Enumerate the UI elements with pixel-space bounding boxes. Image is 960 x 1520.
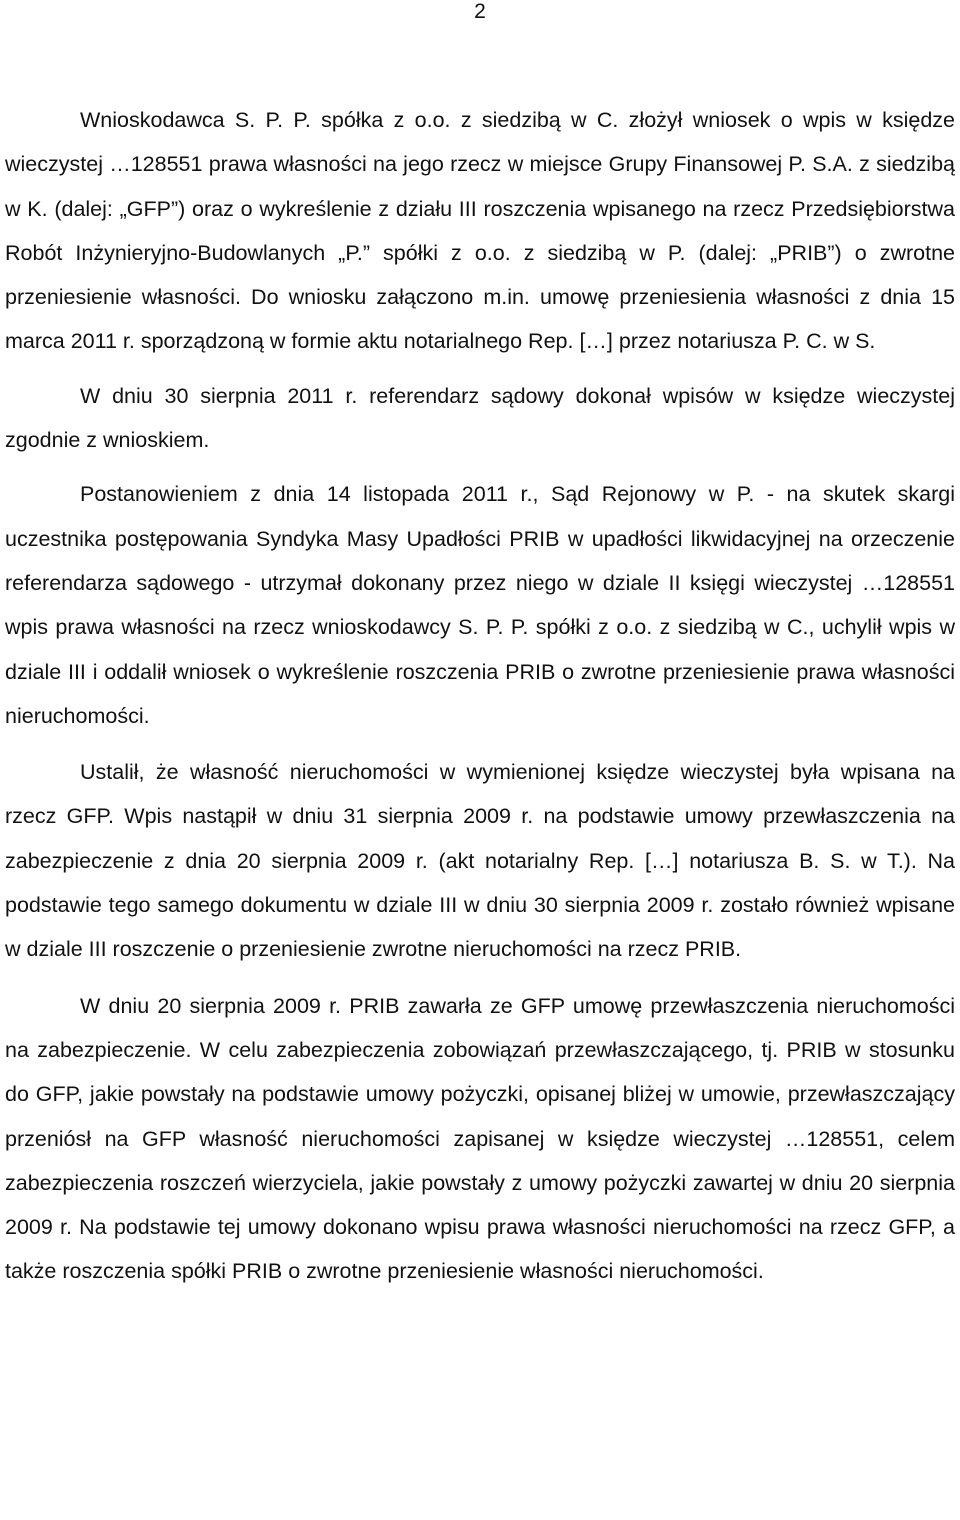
document-body	[5, 98, 955, 1294]
paragraph-findings: Ustalił, że własność nieruchomości w wymienionej księdze wieczystej była wpisana na rzecz GFP. Wpis nastąpił w dniu 31 sierpnia 2009 r. na podstawie umowy przewłaszczenia na zabezpieczenie z dnia 20 sierpnia 2009 r. (akt notarialny Rep. […] notariusza B. S. w T.). Na podstawie tego samego dokumentu w dziale III w dniu 30 sierpnia 2009 r. zostało również wpisane w dziale III roszczenie o przeniesienie zwrotne nieruchomości na rzecz PRIB.	[5, 760, 955, 962]
paragraph-agreement: W dniu 20 sierpnia 2009 r. PRIB zawarła ze GFP umowę przewłaszczenia nieruchomości na zabezpieczenie. W celu zabezpieczenia zobowiązań przewłaszczającego, tj. PRIB w stosunku do GFP, jakie powstały na podstawie umowy pożyczki, opisanej bliżej w umowie, przewłaszczający przeniósł na GFP własność nieruchomości zapisanej w księdze wieczystej …128551, celem zabezpieczenia roszczeń wierzyciela, jakie powstały z umowy pożyczki zawartej w dniu 20 sierpnia 2009 r. Na podstawie tej umowy dokonano wpisu prawa własności nieruchomości na rzecz GFP, a także roszczenia spółki PRIB o zwrotne przeniesienie własności nieruchomości.	[5, 993, 955, 1284]
paragraph-court-decision: Postanowieniem z dnia 14 listopada 2011 r., Sąd Rejonowy w P. - na skutek skargi uczestnika postępowania Syndyka Masy Upadłości PRIB w upadłości likwidacyjnej na orzeczenie referendarza sądowego - utrzymał dokonany przez niego w dziale II księgi wieczystej …128551 wpis prawa własności na rzecz wnioskodawcy S. P. P. spółki z o.o. z siedzibą w C., uchylił wpis w dziale III i oddalił wniosek o wykreślenie roszczenia PRIB o zwrotne przeniesienie prawa własności nieruchomości.	[5, 482, 955, 728]
page-number: 2	[474, 0, 486, 23]
paragraph-application: Wnioskodawca S. P. P. spółka z o.o. z siedzibą w C. złożył wniosek o wpis w księdze wieczystej …128551 prawa własności na jego rzecz w miejsce Grupy Finansowej P. S.A. z siedzibą w K. (dalej: „GFP”) oraz o wykreślenie z działu III roszczenia wpisanego na rzecz Przedsiębiorstwa Robót Inżynieryjno-Budowlanych „P.” spółki z o.o. z siedzibą w P. (dalej: „PRIB”) o zwrotne przeniesienie własności. Do wniosku załączono m.in. umowę przeniesienia własności z dnia 15 marca 2011 r. sporządzoną w formie aktu notarialnego Rep. […] przez notariusza P. C. w S.	[5, 108, 955, 354]
paragraph-entry-date: W dniu 30 sierpnia 2011 r. referendarz sądowy dokonał wpisów w księdze wieczystej zgodnie z wnioskiem.	[5, 383, 955, 453]
